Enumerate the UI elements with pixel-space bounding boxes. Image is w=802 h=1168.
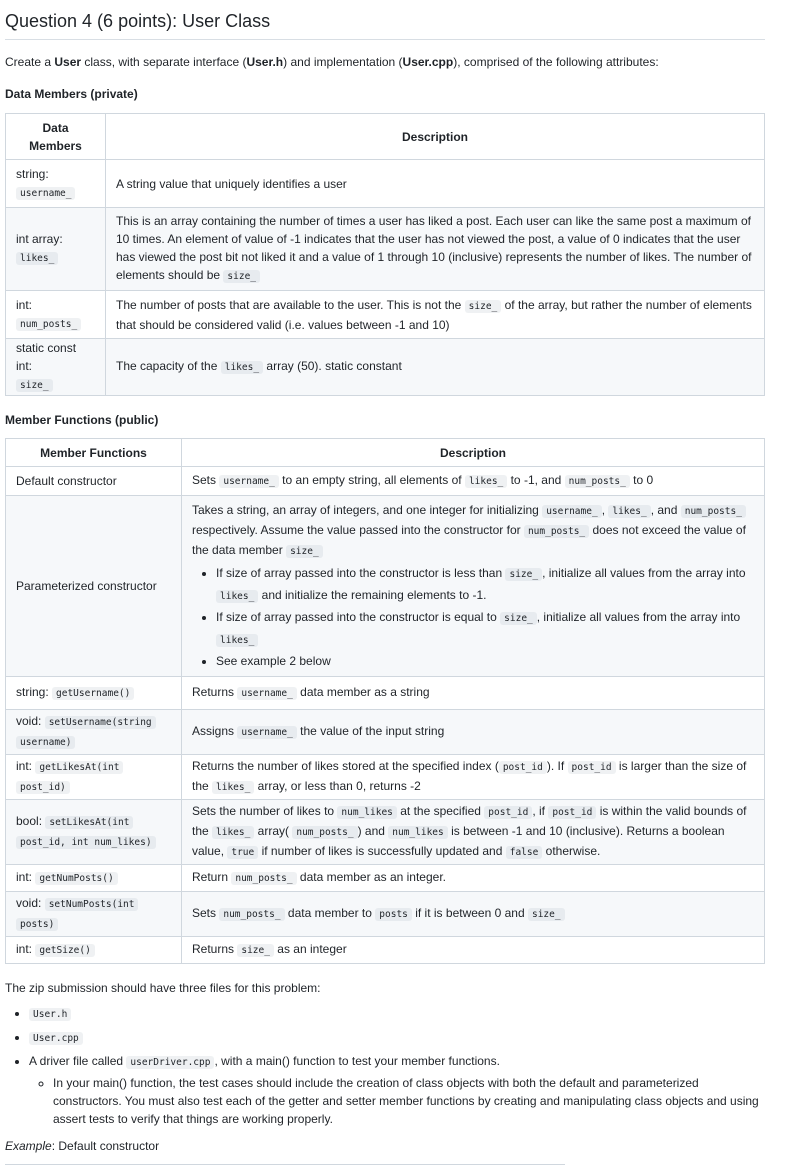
submission-file-list [5, 1004, 765, 1128]
table-row: int: getLikesAt(int post_id) Returns the number of likes stored at the specified index ( post_id ). If post_id is larger than the size of the likes_ array, or less than 0, returns -2 [6, 755, 765, 800]
member-functions-table [5, 438, 765, 964]
data-members-table [5, 113, 765, 396]
list-item: • If size of array passed into the constructor is equal to size_ , initialize all values from the array into likes_ [216, 607, 754, 651]
header-description: Description [182, 439, 765, 467]
table-row: string: username_ A string value that uniquely identifies a user [6, 160, 765, 208]
header-data-members: Data Members [6, 114, 106, 160]
divider [5, 1164, 565, 1165]
intro-paragraph: Create a User class, with separate interface (User.h) and implementation (User.cpp), comprised of the following attributes: [5, 55, 659, 69]
table-row: int: num_posts_ The number of posts that are available to the user. This is not the size_ of the array, but rather the number of elements that should be considered valid (i.e. values between -1 and 10) [6, 291, 765, 339]
data-members-heading: Data Members (private) [5, 87, 138, 101]
table-row: int array: likes_ This is an array containing the number of times a user has liked a post. Each user can like the same post a maximum of 10 times. An element of value of -1 indicates that the user has not viewed the post, a value of 0 indicates that the user has viewed the post bit not liked it and a value of 1 through 10 (inclusive) represents the number of likes. The number of elements should be size_ [6, 208, 765, 291]
list-item: • See example 2 below [216, 651, 754, 671]
submission-note: The zip submission should have three files for this problem: [5, 981, 321, 995]
question-page [5, 0, 765, 1154]
table-row: Parameterized constructor Takes a string, an array of integers, and one integer for initializing username_ , likes_ , and num_posts_ respectively. Assume the value passed into the constructor for num_posts_ does not exceed the value of the data member size_ • If size of array passed into the constructor is less than size_ , initialize all values from the array into likes_ and initialize the remaining elements to -1. • If size of array passed into the constructor is equal to size_ , initialize all values from the array into likes_ • See example 2 below [6, 496, 765, 677]
table-row: void: setUsername(string username) Assigns username_ the value of the input string [6, 710, 765, 755]
list-item: • If size of array passed into the constructor is less than size_ , initialize all values from the array into likes_ and initialize the remaining elements to -1. [216, 563, 754, 607]
member-functions-heading: Member Functions (public) [5, 413, 159, 427]
table-row: bool: setLikesAt(int post_id, int num_likes) Sets the number of likes to num_likes at the specified post_id , if post_id is within the valid bounds of the likes_ array( num_posts_ ) and num_likes is between -1 and 10 (inclusive). Returns a boolean value, true if number of likes is successfully updated and false otherwise. [6, 800, 765, 865]
list-item: • User.h [29, 1004, 765, 1024]
example-caption: Example: Default constructor [5, 1139, 160, 1153]
table-row: int: getSize() Returns size_ as an integer [6, 937, 765, 964]
table-row: int: getNumPosts() Return num_posts_ data member as an integer. [6, 865, 765, 892]
table-row: Default constructor Sets username_ to an empty string, all elements of likes_ to -1, and num_posts_ to 0 [6, 467, 765, 496]
table-header-row [6, 439, 765, 467]
list-item: • User.cpp [29, 1028, 765, 1048]
table-header-row [6, 114, 765, 160]
header-member-functions: Member Functions [6, 439, 182, 467]
question-title: Question 4 (6 points): User Class [5, 10, 765, 40]
table-row: string: getUsername() Returns username_ data member as a string [6, 677, 765, 710]
list-item: • A driver file called userDriver.cpp , with a main() function to test your member functions. ◦ In your main() function, the test cases should include the creation of class objects with both the default and parameterized constructors. You must also test each of the getter and setter member functions by creating and manipulating class objects and using assert tests to verify that things are working properly. [29, 1052, 765, 1128]
table-row: static const int: size_ The capacity of the likes_ array (50). static constant [6, 339, 765, 396]
table-row: void: setNumPosts(int posts) Sets num_posts_ data member to posts if it is between 0 and size_ [6, 892, 765, 937]
header-description: Description [106, 114, 765, 160]
list-item: ◦ In your main() function, the test cases should include the creation of class objects with both the default and parameterized constructors. You must also test each of the getter and setter member functions by creating and manipulating class objects and using assert tests to verify that things are working properly. [53, 1074, 765, 1128]
